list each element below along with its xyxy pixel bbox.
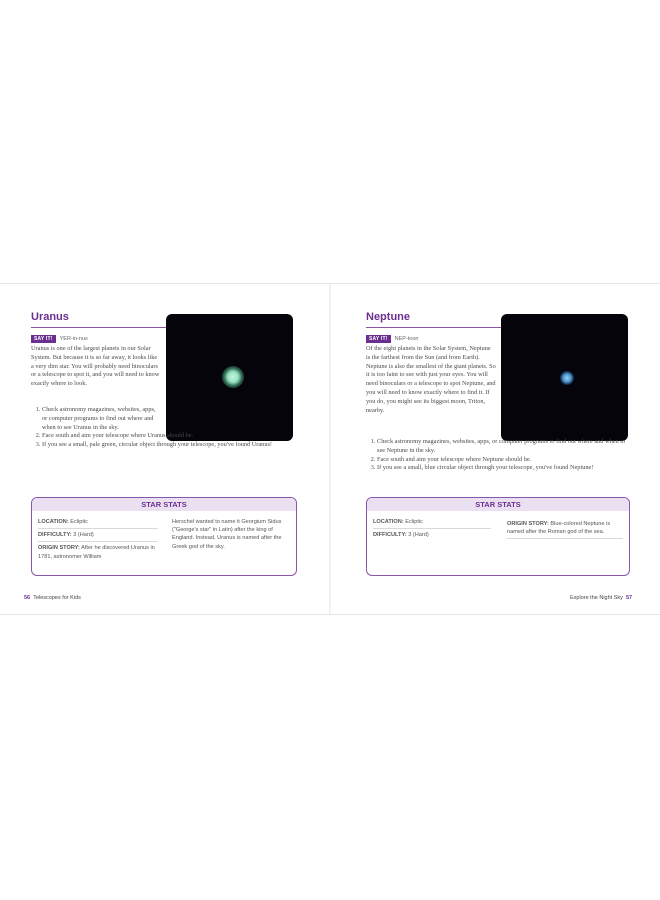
stats-difficulty: DIFFICULTY: 3 (Hard)	[38, 529, 158, 542]
pronunciation: NEP-toon	[394, 336, 419, 342]
say-it-row	[31, 335, 88, 343]
book-title-folio: Telescopes for Kids	[33, 595, 81, 601]
stats-right-column	[172, 518, 290, 551]
stats-origin: ORIGIN STORY: After he discovered Uranus in 1781, astronomer William	[38, 545, 155, 560]
book-title-folio: Explore the Night Sky	[570, 595, 623, 601]
neptune-step-1: 1. Check astronomy magazines, websites, apps, or computer programs to find out where and when to see Neptune in the sky.	[377, 438, 628, 456]
stats-difficulty: DIFFICULTY: 3 (Hard)	[373, 532, 429, 539]
neptune-planet	[560, 371, 574, 385]
uranus-body	[31, 345, 161, 389]
page-number-left: 56	[24, 595, 31, 601]
neptune-image	[501, 314, 628, 441]
neptune-step-2: 2. Face south and aim your telescope where Neptune should be.	[377, 456, 628, 465]
star-stats-box-neptune	[366, 497, 630, 576]
say-it-badge: SAY IT!	[366, 335, 391, 343]
neptune-intro: Of the eight planets in the Solar System, Neptune is the farthest from the Sun (and from Earth). Neptune is also the smallest of the giant planets. So it is too faint to see with just your eyes. You will need binoculars or a telescope to spot Neptune, and you will need to know exactly where to find it. If you do, you might see its biggest moon, Triton, nearby.	[366, 345, 496, 414]
neptune-body	[366, 345, 496, 415]
say-it-row	[366, 335, 419, 343]
stats-location: LOCATION: Ecliptic	[373, 516, 491, 529]
title-rule	[366, 327, 502, 328]
page-number-right: 57	[625, 595, 633, 601]
neptune-steps	[366, 438, 628, 473]
uranus-step-3: 3. If you see a small, pale green, circular object through your telescope, you've found Uranus!	[42, 441, 321, 450]
pronunciation: YER-in-nus	[59, 336, 88, 342]
page-title-neptune: Neptune	[366, 311, 410, 323]
neptune-step-3: 3. If you see a small, blue circular object through your telescope, you've found Neptune!	[377, 464, 628, 473]
uranus-intro: Uranus is one of the largest planets in our Solar System. But because it is so far away, it looks like a very dim star. You will probably need binoculars or a telescope to spot it, and you will need to know exactly where to look.	[31, 345, 160, 388]
uranus-step-1: 1. Check astronomy magazines, websites, apps, or computer programs to find out where and when to see Uranus in the sky.	[42, 406, 160, 432]
say-it-badge: SAY IT!	[31, 335, 56, 343]
stats-location: LOCATION: Ecliptic	[38, 516, 158, 529]
title-rule	[31, 327, 167, 328]
page-title-uranus: Uranus	[31, 311, 69, 323]
stats-origin: ORIGIN STORY: Blue-colored Neptune is named after the Roman god of the sea.	[507, 518, 623, 539]
stats-right-column	[507, 518, 623, 539]
book-spread	[0, 283, 660, 615]
uranus-steps	[31, 406, 321, 450]
stats-left-column	[373, 516, 491, 541]
stats-origin-continued: Herschel wanted to name it Georgium Sidus ("George's star" in Latin) after the king of England. Instead, Uranus is named after the Greek god of the sky.	[172, 519, 282, 550]
star-stats-header: STAR STATS	[32, 498, 296, 511]
uranus-step-2: 2. Face south and aim your telescope where Uranus should be.	[42, 432, 321, 441]
star-stats-box-uranus	[31, 497, 297, 576]
left-folio	[24, 595, 81, 601]
uranus-planet	[222, 366, 244, 388]
gutter	[329, 284, 331, 614]
star-stats-header: STAR STATS	[367, 498, 629, 511]
stats-left-column	[38, 516, 158, 563]
right-folio	[570, 595, 632, 601]
